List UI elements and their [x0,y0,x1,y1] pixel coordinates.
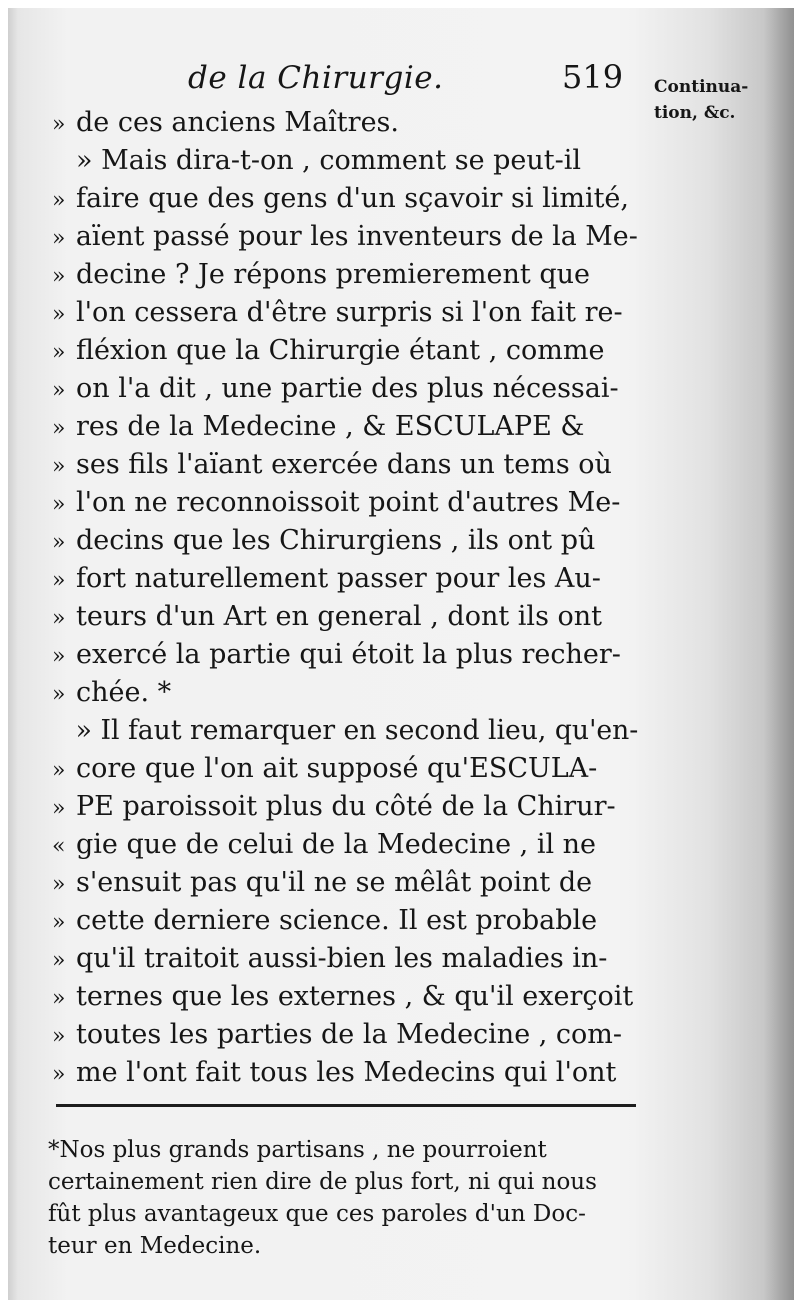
line-text: fléxion que la Chirurgie étant , comme [76,335,605,366]
line-text: me l'ont fait tous les Medecins qui l'ont [76,1057,617,1088]
quote-mark: » [52,188,66,213]
text-line [52,256,590,294]
quote-mark: » [52,492,66,517]
quote-mark: » [52,454,66,479]
quote-mark: » [52,796,66,821]
quote-mark: » [52,264,66,289]
text-line [52,864,592,902]
line-text: faire que des gens d'un sçavoir si limité, [76,183,629,214]
quote-mark: » [52,340,66,365]
line-text: exercé la partie qui étoit la plus recher- [76,639,621,670]
text-line [52,1054,616,1092]
book-page [8,8,794,1300]
quote-mark: » [52,568,66,593]
quote-mark: » [52,530,66,555]
line-text: ternes que les externes , & qu'il exerçoit [76,981,634,1012]
margin-note-line: tion, &c. [654,103,736,123]
text-line [52,826,596,864]
line-text: res de la Medecine , & ESCULAPE & [76,411,585,442]
quote-mark: » [52,986,66,1011]
text-line [52,446,612,484]
line-text: gie que de celui de la Medecine , il ne [76,829,597,860]
line-text: de ces anciens Maîtres. [76,107,399,138]
text-line [52,598,602,636]
text-line [52,674,171,712]
quote-mark: » [52,226,66,251]
line-text: fort naturellement passer pour les Au- [76,563,601,594]
quote-mark: » [52,758,66,783]
quote-mark: » [52,644,66,669]
footnote-line: *Nos plus grands partisans , ne pourroient [48,1137,547,1163]
footnote-rule [56,1104,636,1107]
text-line [52,978,633,1016]
text-line [52,294,623,332]
line-text: on l'a dit , une partie des plus nécessai- [76,373,619,404]
line-text: » Il faut remarquer en second lieu, qu'en- [75,715,639,746]
text-line [52,940,607,978]
text-line [52,788,616,826]
text-line [52,636,621,674]
text-line [52,560,601,598]
quote-mark: » [52,606,66,631]
text-line [52,750,597,788]
line-text: decine ? Je répons premierement que [76,259,590,290]
quote-mark: » [52,378,66,403]
text-line [52,218,638,256]
text-line [52,104,399,142]
text-line [52,408,584,446]
line-text: l'on cessera d'être surpris si l'on fait re- [76,297,623,328]
line-text: teurs d'un Art en general , dont ils ont [76,601,602,632]
footnote-line: teur en Medecine. [48,1233,262,1259]
quote-mark: » [52,948,66,973]
line-text: s'ensuit pas qu'il ne se mêlât point de [76,867,593,898]
line-text: aïent passé pour les inventeurs de la Me- [75,221,638,252]
text-line [52,180,629,218]
line-text: PE paroissoit plus du côté de la Chirur- [76,791,616,822]
line-text: chée. * [76,677,172,708]
text-line [52,522,595,560]
quote-mark: » [52,302,66,327]
line-text: » Mais dira-t-on , comment se peut-il [76,145,582,176]
text-line [52,1016,622,1054]
footnote-line: fût plus avantageux que ces paroles d'un Doc- [48,1201,586,1227]
text-line [52,370,619,408]
text-line [52,332,604,370]
footnote-line: certainement rien dire de plus fort, ni qui nous [48,1169,597,1195]
text-line [52,484,620,522]
running-title: de la Chirurgie. [188,60,444,96]
text-line [52,712,638,750]
margin-note-line: Continua- [654,77,749,97]
line-text: core que l'on ait supposé qu'ESCULA- [76,753,598,784]
quote-mark: » [52,112,66,137]
quote-mark: » [52,872,66,897]
text-line [52,142,581,180]
quote-mark: » [52,416,66,441]
quote-mark: « [52,834,66,859]
page-number: 519 [562,58,624,96]
line-text: cette derniere science. Il est probable [76,905,598,936]
line-text: qu'il traitoit aussi-bien les maladies in- [76,943,608,974]
line-text: l'on ne reconnoissoit point d'autres Me- [76,487,621,518]
margin-note [654,74,784,126]
quote-mark: » [52,1062,66,1087]
line-text: decins que les Chirurgiens , ils ont pû [76,525,596,556]
quote-mark: » [52,682,66,707]
line-text: toutes les parties de la Medecine , com- [76,1019,623,1050]
quote-mark: » [52,1024,66,1049]
text-line [52,902,597,940]
quote-mark: » [52,910,66,935]
line-text: ses fils l'aïant exercée dans un tems où [76,449,612,480]
